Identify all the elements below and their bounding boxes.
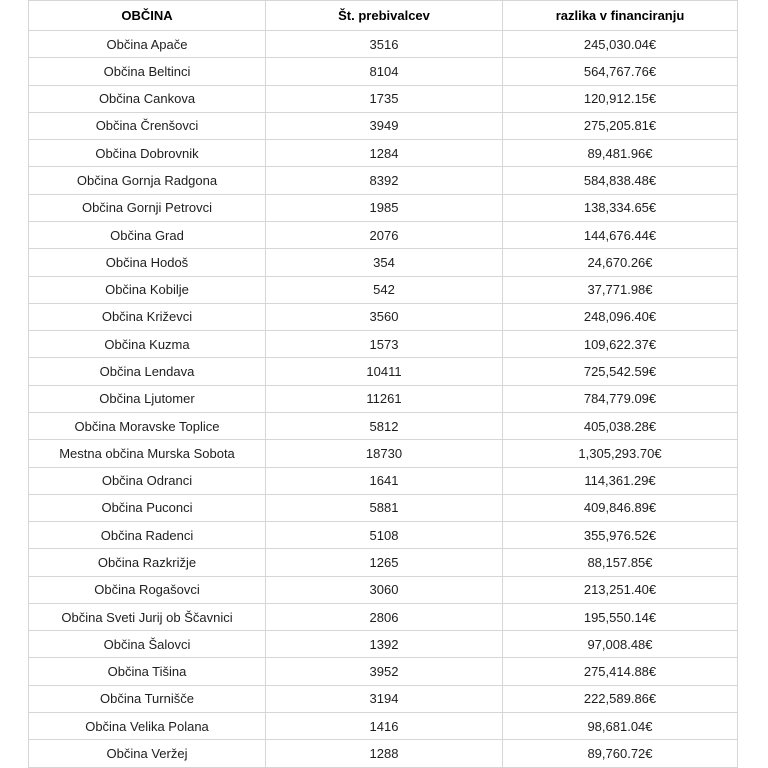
cell-population: 18730 xyxy=(266,440,503,467)
table-row xyxy=(29,576,738,603)
cell-obcina: Občina Velika Polana xyxy=(29,713,266,740)
cell-obcina: Občina Moravske Toplice xyxy=(29,412,266,439)
cell-difference: 120,912.15€ xyxy=(503,85,738,112)
table-row xyxy=(29,713,738,740)
cell-obcina: Občina Hodoš xyxy=(29,249,266,276)
cell-difference: 725,542.59€ xyxy=(503,358,738,385)
cell-difference: 98,681.04€ xyxy=(503,713,738,740)
cell-population: 2806 xyxy=(266,603,503,630)
table-row xyxy=(29,331,738,358)
cell-population: 3516 xyxy=(266,31,503,58)
cell-population: 3060 xyxy=(266,576,503,603)
cell-population: 2076 xyxy=(266,221,503,248)
cell-population: 8104 xyxy=(266,58,503,85)
table-row xyxy=(29,194,738,221)
table-row xyxy=(29,522,738,549)
table-row xyxy=(29,112,738,139)
table-row xyxy=(29,31,738,58)
cell-population: 10411 xyxy=(266,358,503,385)
cell-population: 8392 xyxy=(266,167,503,194)
cell-difference: 275,414.88€ xyxy=(503,658,738,685)
cell-difference: 213,251.40€ xyxy=(503,576,738,603)
cell-population: 3949 xyxy=(266,112,503,139)
municipality-finance-table-container xyxy=(28,0,738,768)
cell-population: 1288 xyxy=(266,740,503,768)
cell-population: 1735 xyxy=(266,85,503,112)
cell-difference: 88,157.85€ xyxy=(503,549,738,576)
cell-obcina: Občina Sveti Jurij ob Ščavnici xyxy=(29,603,266,630)
cell-obcina: Občina Šalovci xyxy=(29,631,266,658)
cell-difference: 405,038.28€ xyxy=(503,412,738,439)
cell-population: 11261 xyxy=(266,385,503,412)
cell-obcina: Občina Beltinci xyxy=(29,58,266,85)
cell-obcina: Občina Ljutomer xyxy=(29,385,266,412)
cell-obcina: Mestna občina Murska Sobota xyxy=(29,440,266,467)
table-row xyxy=(29,658,738,685)
cell-obcina: Občina Cankova xyxy=(29,85,266,112)
cell-difference: 24,670.26€ xyxy=(503,249,738,276)
column-header-obcina: OBČINA xyxy=(29,1,266,31)
cell-obcina: Občina Gornja Radgona xyxy=(29,167,266,194)
cell-difference: 584,838.48€ xyxy=(503,167,738,194)
cell-difference: 409,846.89€ xyxy=(503,494,738,521)
cell-difference: 564,767.76€ xyxy=(503,58,738,85)
cell-difference: 355,976.52€ xyxy=(503,522,738,549)
municipality-finance-table xyxy=(28,0,738,768)
header-row xyxy=(29,1,738,31)
cell-difference: 195,550.14€ xyxy=(503,603,738,630)
table-row xyxy=(29,249,738,276)
cell-obcina: Občina Grad xyxy=(29,221,266,248)
cell-population: 1265 xyxy=(266,549,503,576)
table-row xyxy=(29,631,738,658)
table-row xyxy=(29,740,738,768)
cell-difference: 89,481.96€ xyxy=(503,140,738,167)
table-row xyxy=(29,303,738,330)
cell-obcina: Občina Kobilje xyxy=(29,276,266,303)
table-row xyxy=(29,412,738,439)
column-header-population: Št. prebivalcev xyxy=(266,1,503,31)
cell-difference: 144,676.44€ xyxy=(503,221,738,248)
cell-difference: 97,008.48€ xyxy=(503,631,738,658)
cell-difference: 37,771.98€ xyxy=(503,276,738,303)
table-row xyxy=(29,140,738,167)
cell-difference: 89,760.72€ xyxy=(503,740,738,768)
table-row xyxy=(29,494,738,521)
cell-population: 542 xyxy=(266,276,503,303)
table-row xyxy=(29,440,738,467)
cell-obcina: Občina Črenšovci xyxy=(29,112,266,139)
cell-obcina: Občina Tišina xyxy=(29,658,266,685)
table-row xyxy=(29,385,738,412)
table-row xyxy=(29,603,738,630)
cell-obcina: Občina Gornji Petrovci xyxy=(29,194,266,221)
cell-population: 1641 xyxy=(266,467,503,494)
cell-obcina: Občina Rogašovci xyxy=(29,576,266,603)
cell-population: 1392 xyxy=(266,631,503,658)
table-row xyxy=(29,276,738,303)
table-row xyxy=(29,85,738,112)
table-row xyxy=(29,467,738,494)
table-row xyxy=(29,685,738,712)
cell-difference: 275,205.81€ xyxy=(503,112,738,139)
cell-obcina: Občina Veržej xyxy=(29,740,266,768)
cell-difference: 1,305,293.70€ xyxy=(503,440,738,467)
cell-population: 3194 xyxy=(266,685,503,712)
cell-obcina: Občina Križevci xyxy=(29,303,266,330)
cell-obcina: Občina Radenci xyxy=(29,522,266,549)
cell-obcina: Občina Turnišče xyxy=(29,685,266,712)
cell-population: 1573 xyxy=(266,331,503,358)
table-row xyxy=(29,358,738,385)
table-row xyxy=(29,58,738,85)
cell-population: 354 xyxy=(266,249,503,276)
column-header-difference: razlika v financiranju xyxy=(503,1,738,31)
table-body xyxy=(29,31,738,768)
cell-obcina: Občina Puconci xyxy=(29,494,266,521)
cell-population: 1284 xyxy=(266,140,503,167)
cell-difference: 245,030.04€ xyxy=(503,31,738,58)
cell-population: 3560 xyxy=(266,303,503,330)
table-row xyxy=(29,167,738,194)
cell-population: 5108 xyxy=(266,522,503,549)
cell-difference: 784,779.09€ xyxy=(503,385,738,412)
cell-obcina: Občina Odranci xyxy=(29,467,266,494)
cell-obcina: Občina Lendava xyxy=(29,358,266,385)
cell-difference: 109,622.37€ xyxy=(503,331,738,358)
cell-population: 5812 xyxy=(266,412,503,439)
cell-difference: 248,096.40€ xyxy=(503,303,738,330)
cell-difference: 222,589.86€ xyxy=(503,685,738,712)
table-row xyxy=(29,549,738,576)
table-row xyxy=(29,221,738,248)
cell-difference: 138,334.65€ xyxy=(503,194,738,221)
cell-obcina: Občina Dobrovnik xyxy=(29,140,266,167)
cell-difference: 114,361.29€ xyxy=(503,467,738,494)
cell-obcina: Občina Kuzma xyxy=(29,331,266,358)
cell-obcina: Občina Razkrižje xyxy=(29,549,266,576)
cell-population: 1416 xyxy=(266,713,503,740)
cell-population: 3952 xyxy=(266,658,503,685)
cell-obcina: Občina Apače xyxy=(29,31,266,58)
cell-population: 1985 xyxy=(266,194,503,221)
cell-population: 5881 xyxy=(266,494,503,521)
